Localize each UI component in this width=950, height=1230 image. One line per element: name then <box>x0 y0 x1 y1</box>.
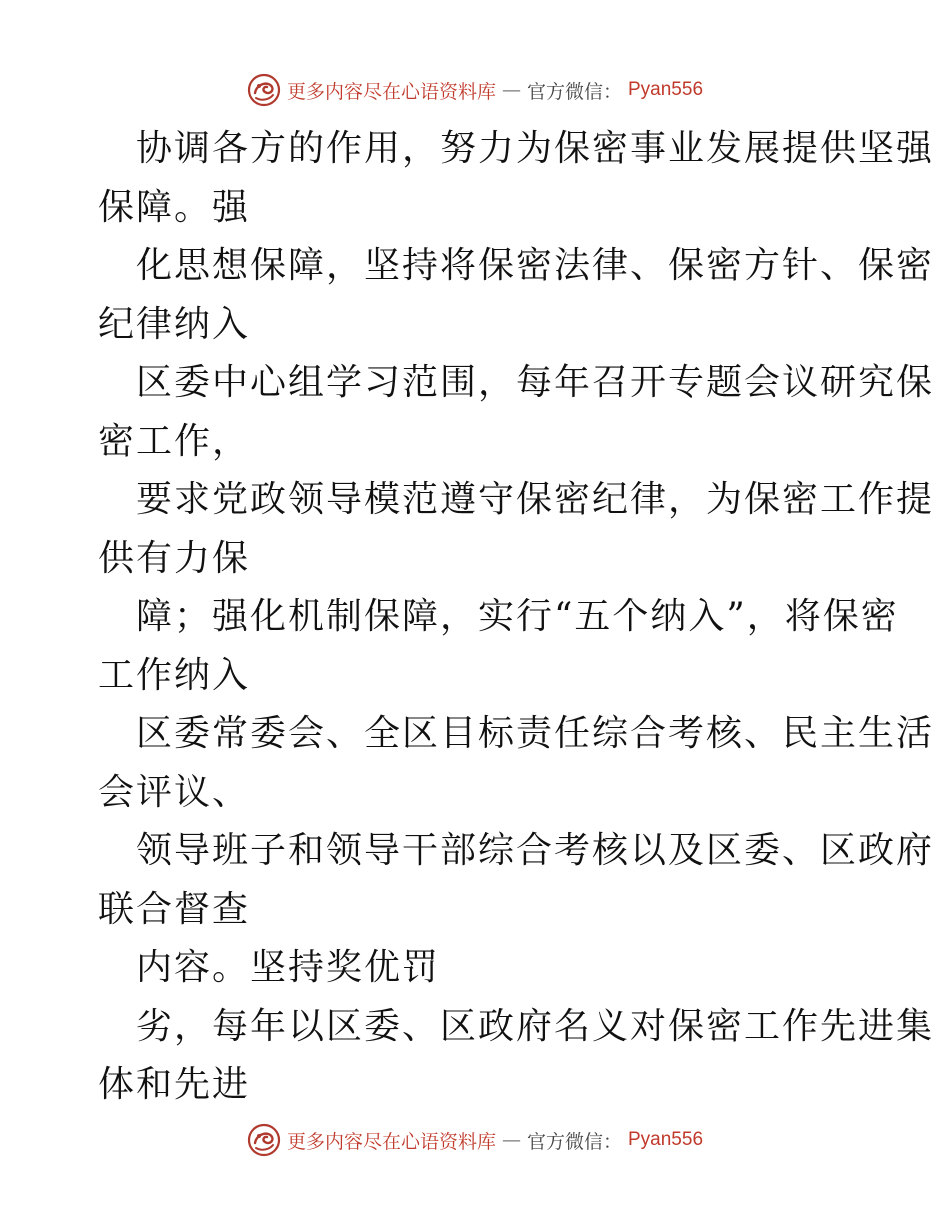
body-line: 化思想保障，坚持将保密法律、保密方针、保密 <box>136 245 935 286</box>
body-line: 纪律纳入 <box>98 303 251 345</box>
footer-banner-dash: — <box>501 1129 521 1151</box>
body-line: 供有力保 <box>98 537 251 579</box>
header-wechat-label: 官方微信： <box>526 80 622 103</box>
body-line: 工作纳入 <box>98 654 251 696</box>
body-line: 密工作， <box>98 420 251 462</box>
body-line: 会评议、 <box>98 771 251 813</box>
body-line: 内容。坚持奖优罚 <box>136 947 441 988</box>
cloud-swirl-logo-icon <box>247 73 281 107</box>
footer-wechat-id: Pyan556 <box>628 1129 704 1150</box>
body-line: 障；强化机制保障，实行“五个纳入”，将保密 <box>136 596 899 637</box>
header-banner <box>0 70 950 110</box>
body-line: 领导班子和领导干部综合考核以及区委、区政府 <box>136 830 935 871</box>
body-line: 体和先进 <box>98 1064 251 1105</box>
body-line: 区委中心组学习范围，每年召开专题会议研究保 <box>136 362 935 403</box>
body-line: 要求党政领导模范遵守保密纪律，为保密工作提 <box>136 479 935 520</box>
body-line: 联合督查 <box>98 888 251 930</box>
body-line: 保障。强 <box>98 186 251 228</box>
cloud-swirl-logo-icon <box>247 1123 281 1157</box>
body-line: 协调各方的作用，努力为保密事业发展提供坚强 <box>136 128 935 169</box>
header-banner-dash: — <box>501 79 521 101</box>
header-wechat-id: Pyan556 <box>628 79 704 100</box>
footer-banner-text: 更多内容尽在心语资料库 <box>286 1130 496 1153</box>
footer-banner <box>0 1120 950 1160</box>
footer-wechat-label: 官方微信： <box>526 1130 622 1153</box>
document-body <box>98 120 935 1115</box>
header-banner-text: 更多内容尽在心语资料库 <box>286 80 496 103</box>
body-line: 区委常委会、全区目标责任综合考核、民主生活 <box>136 713 935 754</box>
body-line: 劣，每年以区委、区政府名义对保密工作先进集 <box>136 1005 935 1047</box>
